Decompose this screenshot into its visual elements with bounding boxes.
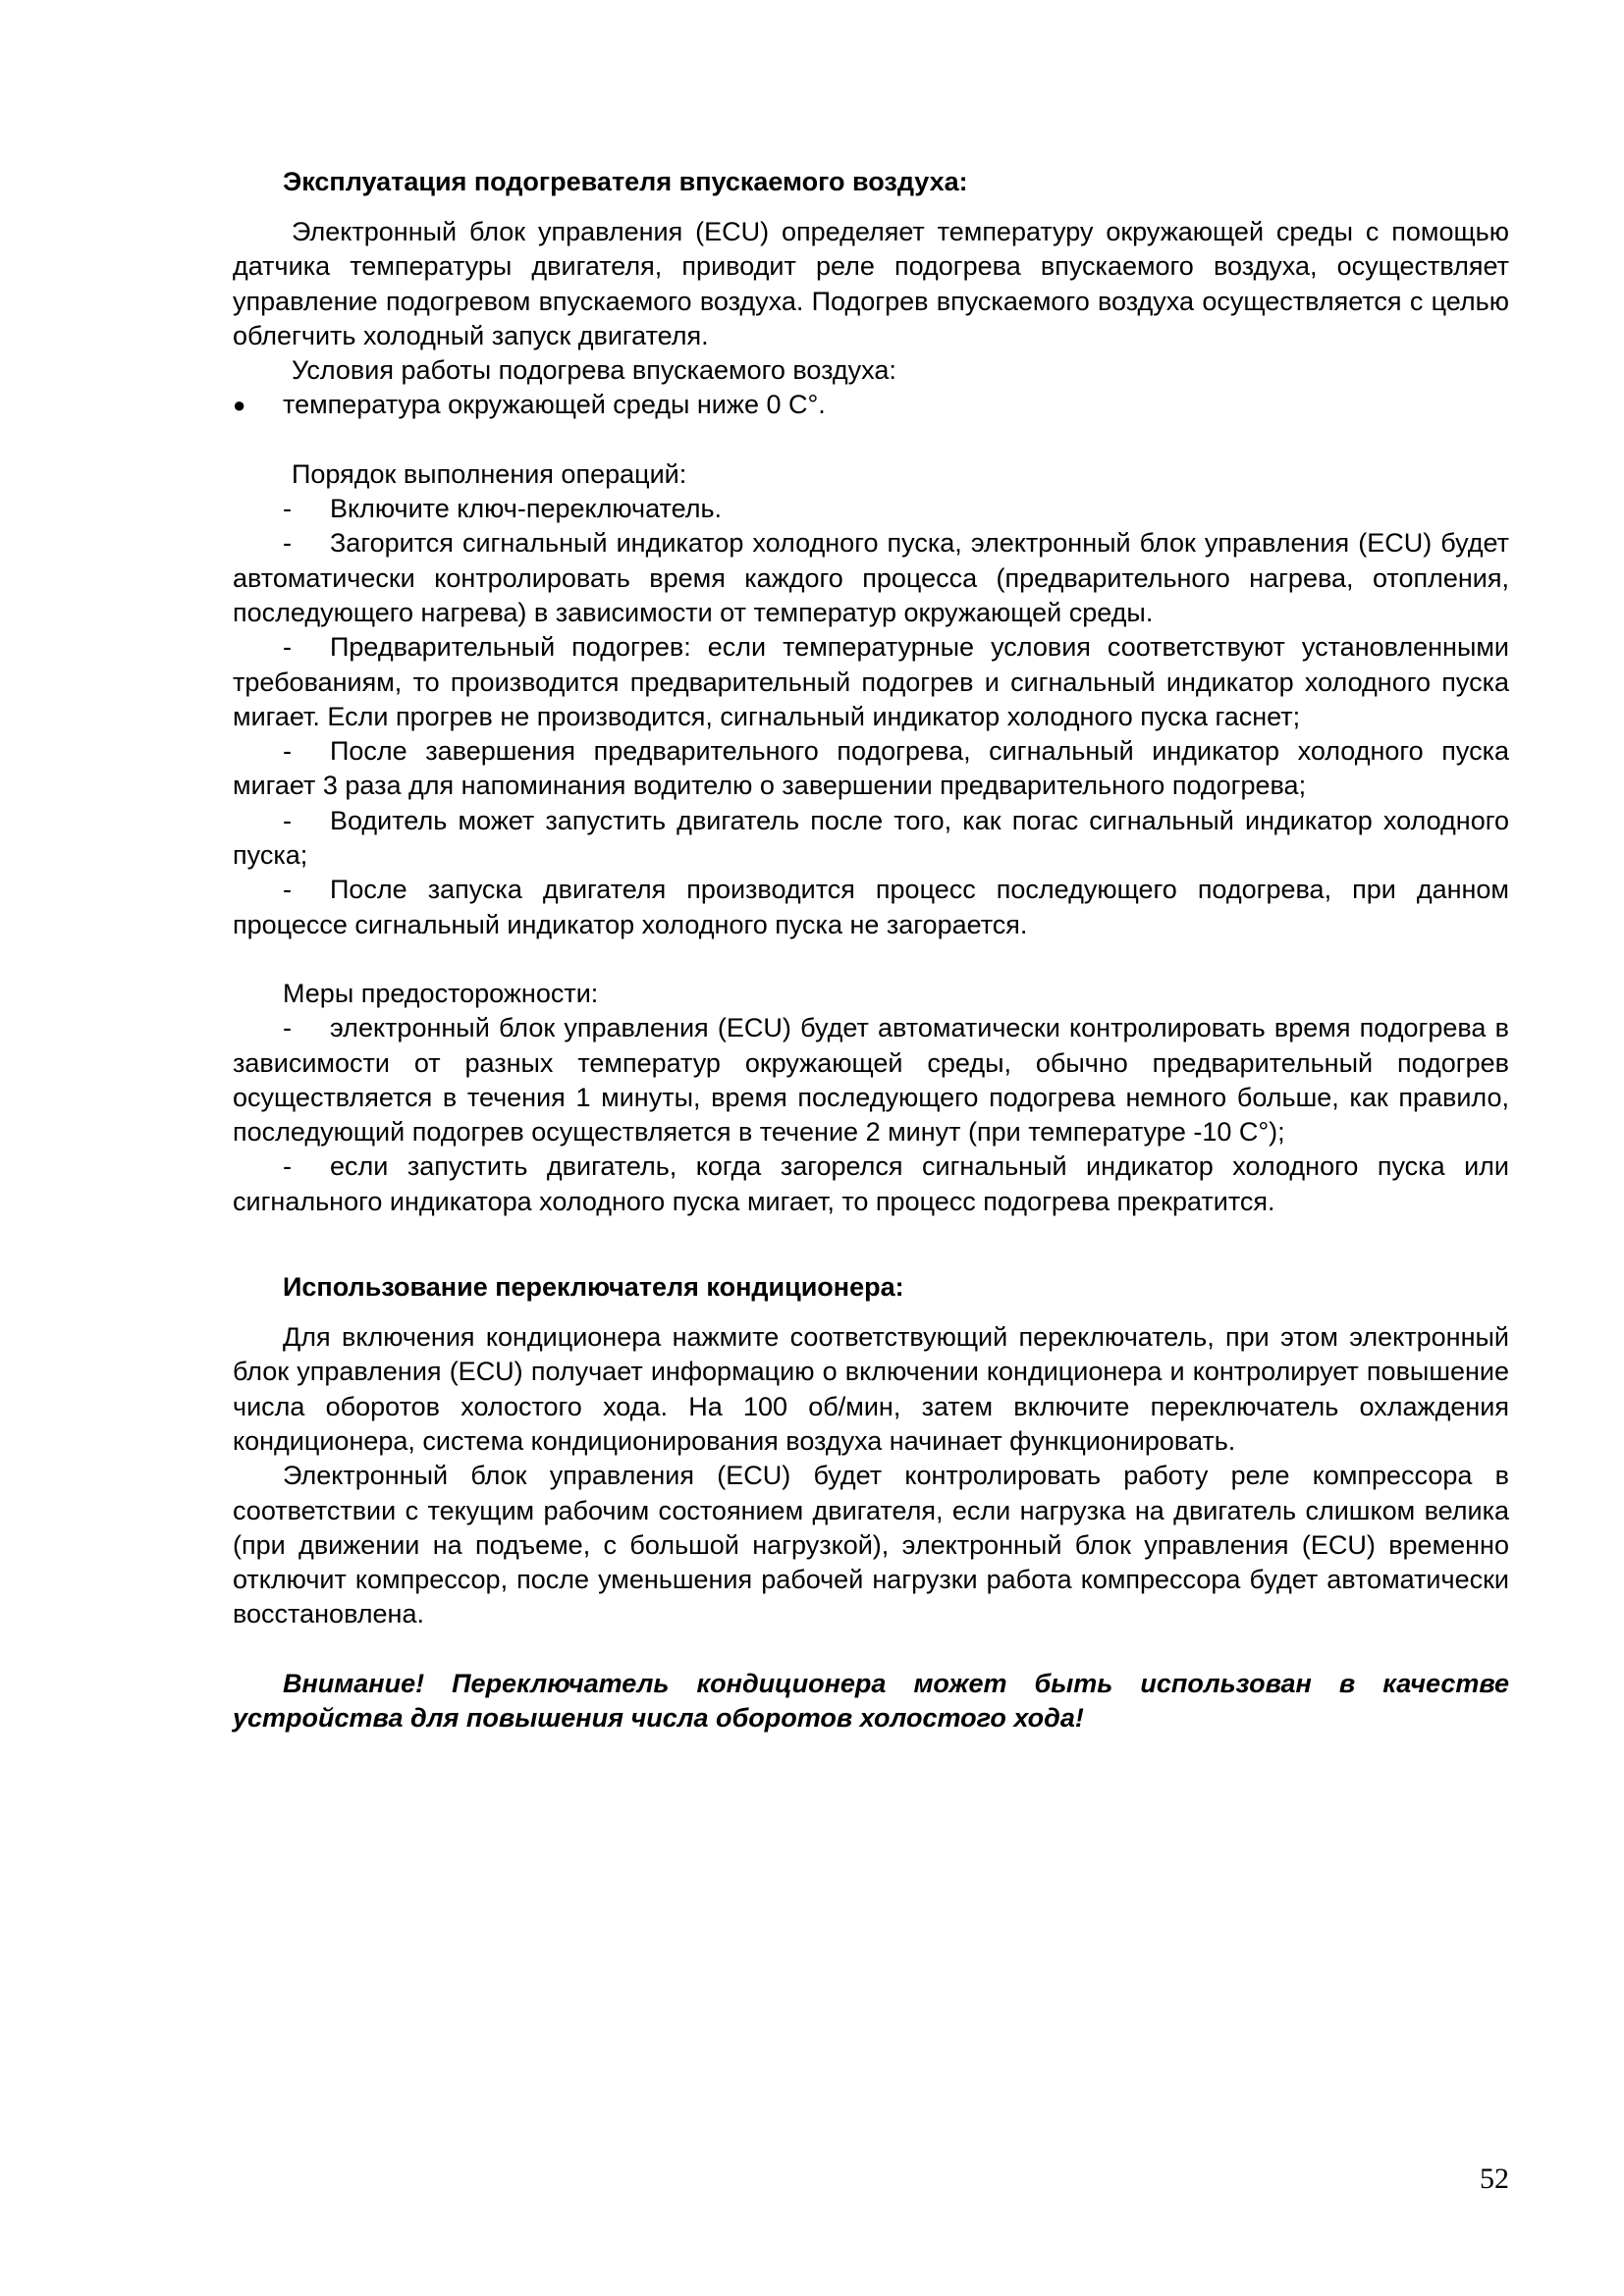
precaution-text: электронный блок управления (ECU) будет автоматически контролировать время подогрева в зависимости от разных температур окружающей среды, обычно предварительный подогрев осуществляется в течения 1 минуты, время последующего подогрева немного больше, как правило, последующий подогрев осуществляется в течение 2 минут (при температуре -10 С°); — [233, 1013, 1509, 1148]
dash-marker: - — [283, 632, 292, 663]
section-heading-intake-air-heater: Эксплуатация подогревателя впускаемого воздуха: — [283, 167, 968, 196]
spacer — [233, 1219, 1509, 1270]
warning-note: Внимание! Переключатель кондиционера может быть использован в качестве устройства для повышения числа оборотов холостого хода! — [233, 1668, 1509, 1733]
ac-paragraph: Для включения кондиционера нажмите соответствующий переключатель, при этом электронный блок управления (ECU) получает информацию о включении кондиционера и контролирует повышение числа оборотов холостого хода. На 100 об/мин, затем включите переключатель охлаждения кондиционера, система кондиционирования воздуха начинает функционировать. — [233, 1322, 1509, 1456]
dash-marker: - — [283, 736, 292, 767]
procedure-step — [233, 873, 1509, 942]
procedure-step — [233, 734, 1509, 804]
conditions-label: Условия работы подогрева впускаемого воздуха: — [292, 355, 896, 386]
procedure-step-text: Водитель может запустить двигатель после того, как погас сигнальный индикатор холодного пуска; — [233, 805, 1509, 871]
procedure-label: Порядок выполнения операций: — [292, 458, 687, 489]
dash-marker: - — [283, 1013, 292, 1043]
procedure-step-text: После запуска двигателя производится процесс последующего подогрева, при данном процессе сигнальный индикатор холодного пуска не загорается. — [233, 875, 1509, 939]
dash-marker: - — [283, 528, 292, 559]
procedure-step-text: Загорится сигнальный индикатор холодного пуска, электронный блок управления (ECU) будет автоматически контролировать время каждого процесса (предварительного нагрева, отопления, последующего нагрева) в зависимости от температур окружающей среды. — [233, 528, 1509, 627]
procedure-step — [233, 526, 1509, 630]
dash-marker: - — [283, 805, 292, 835]
procedure-step — [233, 492, 1509, 526]
condition-bullet-item — [233, 388, 1509, 422]
procedure-step-text: Включите ключ-переключатель. — [330, 494, 723, 524]
precaution-item — [233, 1011, 1509, 1149]
precautions-label: Меры предосторожности: — [283, 978, 599, 1008]
spacer — [233, 423, 1509, 457]
procedure-step-text: Предварительный подогрев: если температурные условия соответствуют установленными требованиям, то производится предварительный подогрев и сигнальный индикатор холодного пуска мигает. Если прогрев не производится, сигнальный индикатор холодного пуска гаснет; — [233, 632, 1509, 731]
dash-marker: - — [283, 494, 292, 524]
ac-paragraph: Электронный блок управления (ECU) будет контролировать работу реле компрессора в соответствии с текущим рабочим состоянием двигателя, если нагрузка на двигатель слишком велика (при движении на подъеме, с большой нагрузкой), электронный блок управления (ECU) временно отключит компрессор, после уменьшения рабочей нагрузки работа компрессора будет автоматически восстановлена. — [233, 1461, 1509, 1629]
precaution-item — [233, 1149, 1509, 1219]
dash-marker: - — [283, 1151, 292, 1182]
document-page — [233, 165, 1509, 1735]
intro-paragraph: Электронный блок управления (ECU) определяет температуру окружающей среды с помощью датчика температуры двигателя, приводит реле подогрева впускаемого воздуха, осуществляет управление подогревом впускаемого воздуха. Подогрев впускаемого воздуха осуществляется с целью облегчить холодный запуск двигателя. — [233, 217, 1509, 350]
spacer — [233, 199, 1509, 215]
condition-text: температура окружающей среды ниже 0 С°. — [283, 390, 826, 420]
dash-marker: - — [283, 875, 292, 905]
procedure-step — [233, 630, 1509, 734]
bullet-icon: ● — [233, 393, 246, 418]
precaution-text: если запустить двигатель, когда загорелся сигнальный индикатор холодного пуска или сигнального индикатора холодного пуска мигает, то процесс подогрева прекратится. — [233, 1151, 1509, 1216]
page-number: 52 — [1480, 2163, 1509, 2195]
spacer — [233, 1632, 1509, 1667]
procedure-step-text: После завершения предварительного подогрева, сигнальный индикатор холодного пуска мигает 3 раза для напоминания водителю о завершении предварительного подогрева; — [233, 736, 1509, 801]
procedure-step — [233, 804, 1509, 874]
spacer — [233, 942, 1509, 977]
section-heading-ac-switch: Использование переключателя кондиционера: — [283, 1272, 904, 1303]
spacer — [233, 1305, 1509, 1320]
